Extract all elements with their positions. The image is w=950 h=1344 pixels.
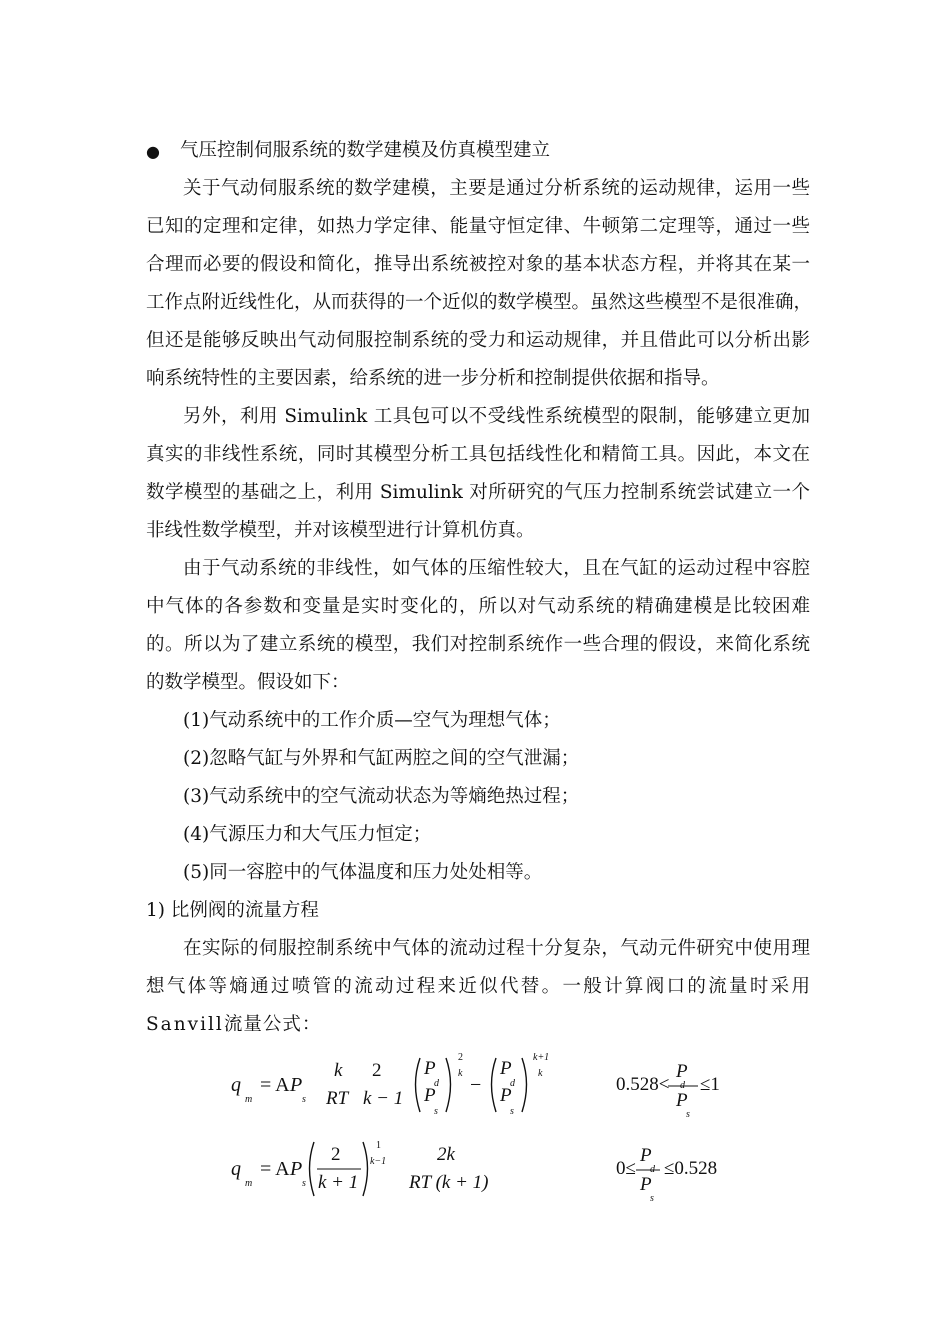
2k-numerator: 2k	[437, 1144, 455, 1165]
Pd-numerator: P	[500, 1058, 512, 1079]
cond-d-subscript: d	[650, 1164, 655, 1175]
P-symbol: P	[290, 1074, 303, 1096]
paragraph-line: 关于气动伺服系统的数学建模，主要是通过分析系统的运动规律，运用一些	[183, 178, 810, 199]
paragraph-line: 由于气动系统的非线性，如气体的压缩性较大，且在气缸的运动过程中容腔	[183, 558, 810, 579]
k-plus-1-denominator: k + 1	[318, 1172, 359, 1193]
k-minus-1-denominator: k − 1	[363, 1088, 404, 1109]
exp-denominator: k−1	[370, 1156, 387, 1167]
exp1-numerator: 2	[458, 1052, 463, 1063]
Pd-numerator: P	[424, 1058, 436, 1079]
Pd-subscript: d	[510, 1078, 515, 1089]
paragraph-line: 想气体等熵通过喷管的流动过程来近似代替。一般计算阀口的流量时采用	[146, 976, 810, 997]
paragraph-line: 已知的定理和定律，如热力学定律、能量守恒定律、牛顿第二定理等，通过一些	[146, 216, 810, 237]
condition-left: 0.528<	[616, 1074, 670, 1095]
bullet-icon: ●	[146, 142, 160, 161]
exp1-denominator: k	[458, 1068, 463, 1079]
exp-numerator: 1	[376, 1140, 381, 1151]
minus-sign: −	[470, 1074, 482, 1096]
sanville-name: Sanvill	[146, 1014, 224, 1035]
Ps-subscript: s	[434, 1106, 438, 1117]
cond-Pd: P	[676, 1061, 688, 1082]
paragraph-line: 的数学模型。假设如下：	[146, 672, 350, 693]
paragraph-line: 真实的非线性系统，同时其模型分析工具包括线性化和精简工具。因此，本文在	[146, 444, 810, 465]
left-paren-2	[486, 1056, 546, 1116]
two-numerator: 2	[372, 1060, 382, 1081]
equals-A: = A	[260, 1158, 290, 1180]
assumption-item: (2)忽略气缸与外界和气缸两腔之间的空气泄漏；	[183, 748, 580, 769]
P-subscript: s	[302, 1178, 306, 1189]
condition-right: ≤1	[700, 1074, 720, 1095]
paragraph-line: 数学模型的基础之上，利用 Simulink 对所研究的气压力控制系统尝试建立一个	[146, 482, 810, 503]
q-subscript: m	[245, 1178, 253, 1189]
subsection-title: 1) 比例阀的流量方程	[146, 900, 319, 921]
paragraph-line: 另外，利用 Simulink 工具包可以不受线性系统模型的限制，能够建立更加	[183, 406, 810, 427]
assumption-item: (1)气动系统中的工作介质—空气为理想气体；	[183, 710, 561, 731]
P-subscript: s	[302, 1094, 306, 1105]
cond-s-subscript: s	[650, 1193, 654, 1204]
paragraph-line: 但还是能够反映出气动伺服控制系统的受力和运动规律，并且借此可以分析出影	[146, 330, 810, 351]
paragraph-line: 工作点附近线性化，从而获得的一个近似的数学模型。虽然这些模型不是很准确，	[146, 292, 813, 313]
assumption-item: (5)同一容腔中的气体温度和压力处处相等。	[183, 862, 543, 883]
cond-Pd: P	[640, 1145, 652, 1166]
formula-intro: 流量公式：	[223, 1014, 322, 1035]
exp2-denominator: k	[538, 1068, 543, 1079]
P-symbol: P	[290, 1158, 303, 1180]
cond-Ps: P	[676, 1090, 688, 1111]
Ps-subscript: s	[510, 1106, 514, 1117]
paragraph-line: 的。所以为了建立系统的模型，我们对控制系统作一些合理的假设，来简化系统	[146, 634, 810, 655]
paragraph-line: 合理而必要的假设和简化，推导出系统被控对象的基本状态方程，并将其在某一	[146, 254, 810, 275]
paragraph-line: 中气体的各参数和变量是实时变化的，所以对气动系统的精确建模是比较困难	[146, 596, 810, 617]
RTk1-denominator: RT (k + 1)	[409, 1172, 489, 1193]
paragraph-line	[146, 1013, 810, 1037]
condition-right: ≤0.528	[664, 1158, 718, 1179]
q-subscript: m	[245, 1094, 253, 1105]
paragraph-line: 响系统特性的主要因素，给系统的进一步分析和控制提供依据和指导。	[146, 368, 720, 389]
assumption-item: (3)气动系统中的空气流动状态为等熵绝热过程；	[183, 786, 580, 807]
cond-Ps: P	[640, 1174, 652, 1195]
paragraph-line: 在实际的伺服控制系统中气体的流动过程十分复杂，气动元件研究中使用理	[183, 938, 810, 959]
paragraph-line: 非线性数学模型，并对该模型进行计算机仿真。	[146, 520, 535, 541]
assumption-item: (4)气源压力和大气压力恒定；	[183, 824, 432, 845]
Pd-subscript: d	[434, 1078, 439, 1089]
cond-s-subscript: s	[686, 1109, 690, 1120]
left-paren-1	[410, 1056, 470, 1116]
Ps-denominator: P	[424, 1085, 436, 1106]
q-symbol: q	[231, 1158, 241, 1180]
RT-denominator: RT	[326, 1088, 349, 1109]
two-numerator: 2	[331, 1144, 341, 1165]
cond-d-subscript: d	[680, 1080, 685, 1091]
k-numerator: k	[334, 1060, 343, 1081]
Ps-denominator: P	[500, 1085, 512, 1106]
exp2-numerator: k+1	[533, 1052, 550, 1063]
section-heading: 气压控制伺服系统的数学建模及仿真模型建立	[180, 140, 551, 161]
equals-A: = A	[260, 1074, 290, 1096]
condition-left: 0≤	[616, 1158, 636, 1179]
q-symbol: q	[231, 1074, 241, 1096]
